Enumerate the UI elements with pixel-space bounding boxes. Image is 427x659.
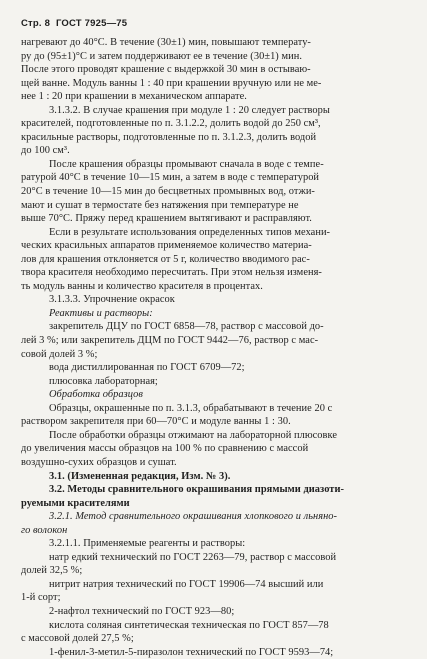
text-line: плюсовка лабораторная; [49, 375, 158, 387]
subheading: Реактивы и растворы: [49, 307, 153, 319]
text-line: с массовой долей 27,5 %; [21, 633, 134, 645]
text-line: ческих красильных аппаратов применяемое количество материа- [21, 240, 312, 252]
subheading: Обработка образцов [49, 389, 143, 401]
section-heading: 3.2. Методы сравнительного окрашивания прямыми диазоти- [49, 484, 345, 496]
text-line: нагревают до 40°С. В течение (30±1) мин, повышают температу- [21, 37, 311, 48]
section-heading: 3.2.1.1. Применяемые реагенты и растворы: [49, 538, 246, 550]
text-line: красильные растворы, подготовленные по п. 3.1.2.3, долить водой [21, 131, 317, 143]
text-line: 1-й сорт; [21, 592, 61, 604]
text-line: лей 3 %; или закрепитель ДЦМ по ГОСТ 9442—76, раствор с мас- [21, 335, 319, 347]
text-line: кислота соляная синтетическая техническая по ГОСТ 857—78 [49, 619, 329, 631]
text-line: ру до (95±1)°С и затем поддерживают ее в течение (30±1) мин. [21, 50, 302, 62]
text-line: 2-нафтол технический по ГОСТ 923—80; [49, 605, 235, 617]
text-line: 1-фенил-3-метил-5-пиразолон технический по ГОСТ 9593—74; [49, 646, 334, 658]
text-line: нее 1 : 20 при крашении в механическом аппарате. [21, 91, 247, 103]
text-line: долей 32,5 %; [21, 565, 83, 577]
subheading: 3.2.1. Метод сравнительного окрашивания хлопкового и льняно- [49, 511, 338, 523]
subheading: го волокон [21, 524, 68, 536]
text-line: 3.1.3.2. В случае крашения при модуле 1 : 20 следует растворы [49, 104, 330, 116]
text-line: до увеличения массы образцов на 100 % по сравнению с массой [21, 443, 309, 455]
text-line: вода дистиллированная по ГОСТ 6709—72; [49, 362, 245, 374]
page-header [21, 18, 415, 30]
text-line: Образцы, окрашенные по п. 3.1.3, обрабатывают в течение 20 с [49, 402, 333, 414]
text-line: нитрит натрия технический по ГОСТ 19906—74 высший или [49, 578, 324, 590]
text-line: Если в результате использования определенных типов механи- [49, 226, 331, 238]
text-line: ть модуль ванны и количество красителя в процентах. [21, 280, 263, 292]
text-line: После этого проводят крашение с выдержкой 30 мин в остываю- [21, 64, 311, 76]
text-line: натр едкий технический по ГОСТ 2263—79, раствор с массовой [49, 551, 337, 563]
text-line: совой долей 3 %; [21, 348, 98, 360]
text-line: лов для крашения отклоняется от 5 г, количество вводимого рас- [21, 253, 310, 265]
amendment-note: 3.1. (Измененная редакция, Изм. № 3). [49, 470, 231, 482]
text-line: мают и сушат в термостате без натяжения при температуре не [21, 199, 299, 211]
text-line: 20°С в течение 10—15 мин до бесцветных промывных вод, отжи- [21, 186, 315, 198]
text-line: воздушно-сухих образцов и сушат. [21, 456, 177, 468]
text-line: закрепитель ДЦУ по ГОСТ 6858—78, раствор с массовой до- [49, 321, 324, 333]
text-line: щей ванне. Модуль ванны 1 : 40 при крашении вручную или не ме- [21, 77, 322, 89]
page-number-label: Стр. 8 [21, 18, 51, 29]
text-line: После крашения образцы промывают сначала в воде с темпе- [49, 158, 324, 170]
text-line: красителей, подготовленные по п. 3.1.2.2, долить водой до 250 см³, [21, 118, 321, 130]
text-line: ратурой 40°С в течение 10—15 мин, а затем в воде с температурой [21, 172, 320, 184]
text-line: до 100 см³. [21, 145, 70, 157]
text-line: После обработки образцы отжимают на лабораторной плюсовке [49, 429, 337, 441]
text-line: раствором закрепителя при 60—70°С и модуле ванны 1 : 30. [21, 416, 291, 428]
standard-number: ГОСТ 7925—75 [55, 18, 128, 29]
section-heading: руемыми красителями [21, 497, 130, 509]
section-heading: 3.1.3.3. Упрочнение окрасок [49, 294, 175, 306]
text-line: твора красителя необходимо пересчитать. При этом нельзя изменя- [21, 267, 322, 279]
text-line: выше 70°С. Пряжу перед крашением вытягивают и расправляют. [21, 213, 312, 225]
document-body [21, 36, 415, 659]
